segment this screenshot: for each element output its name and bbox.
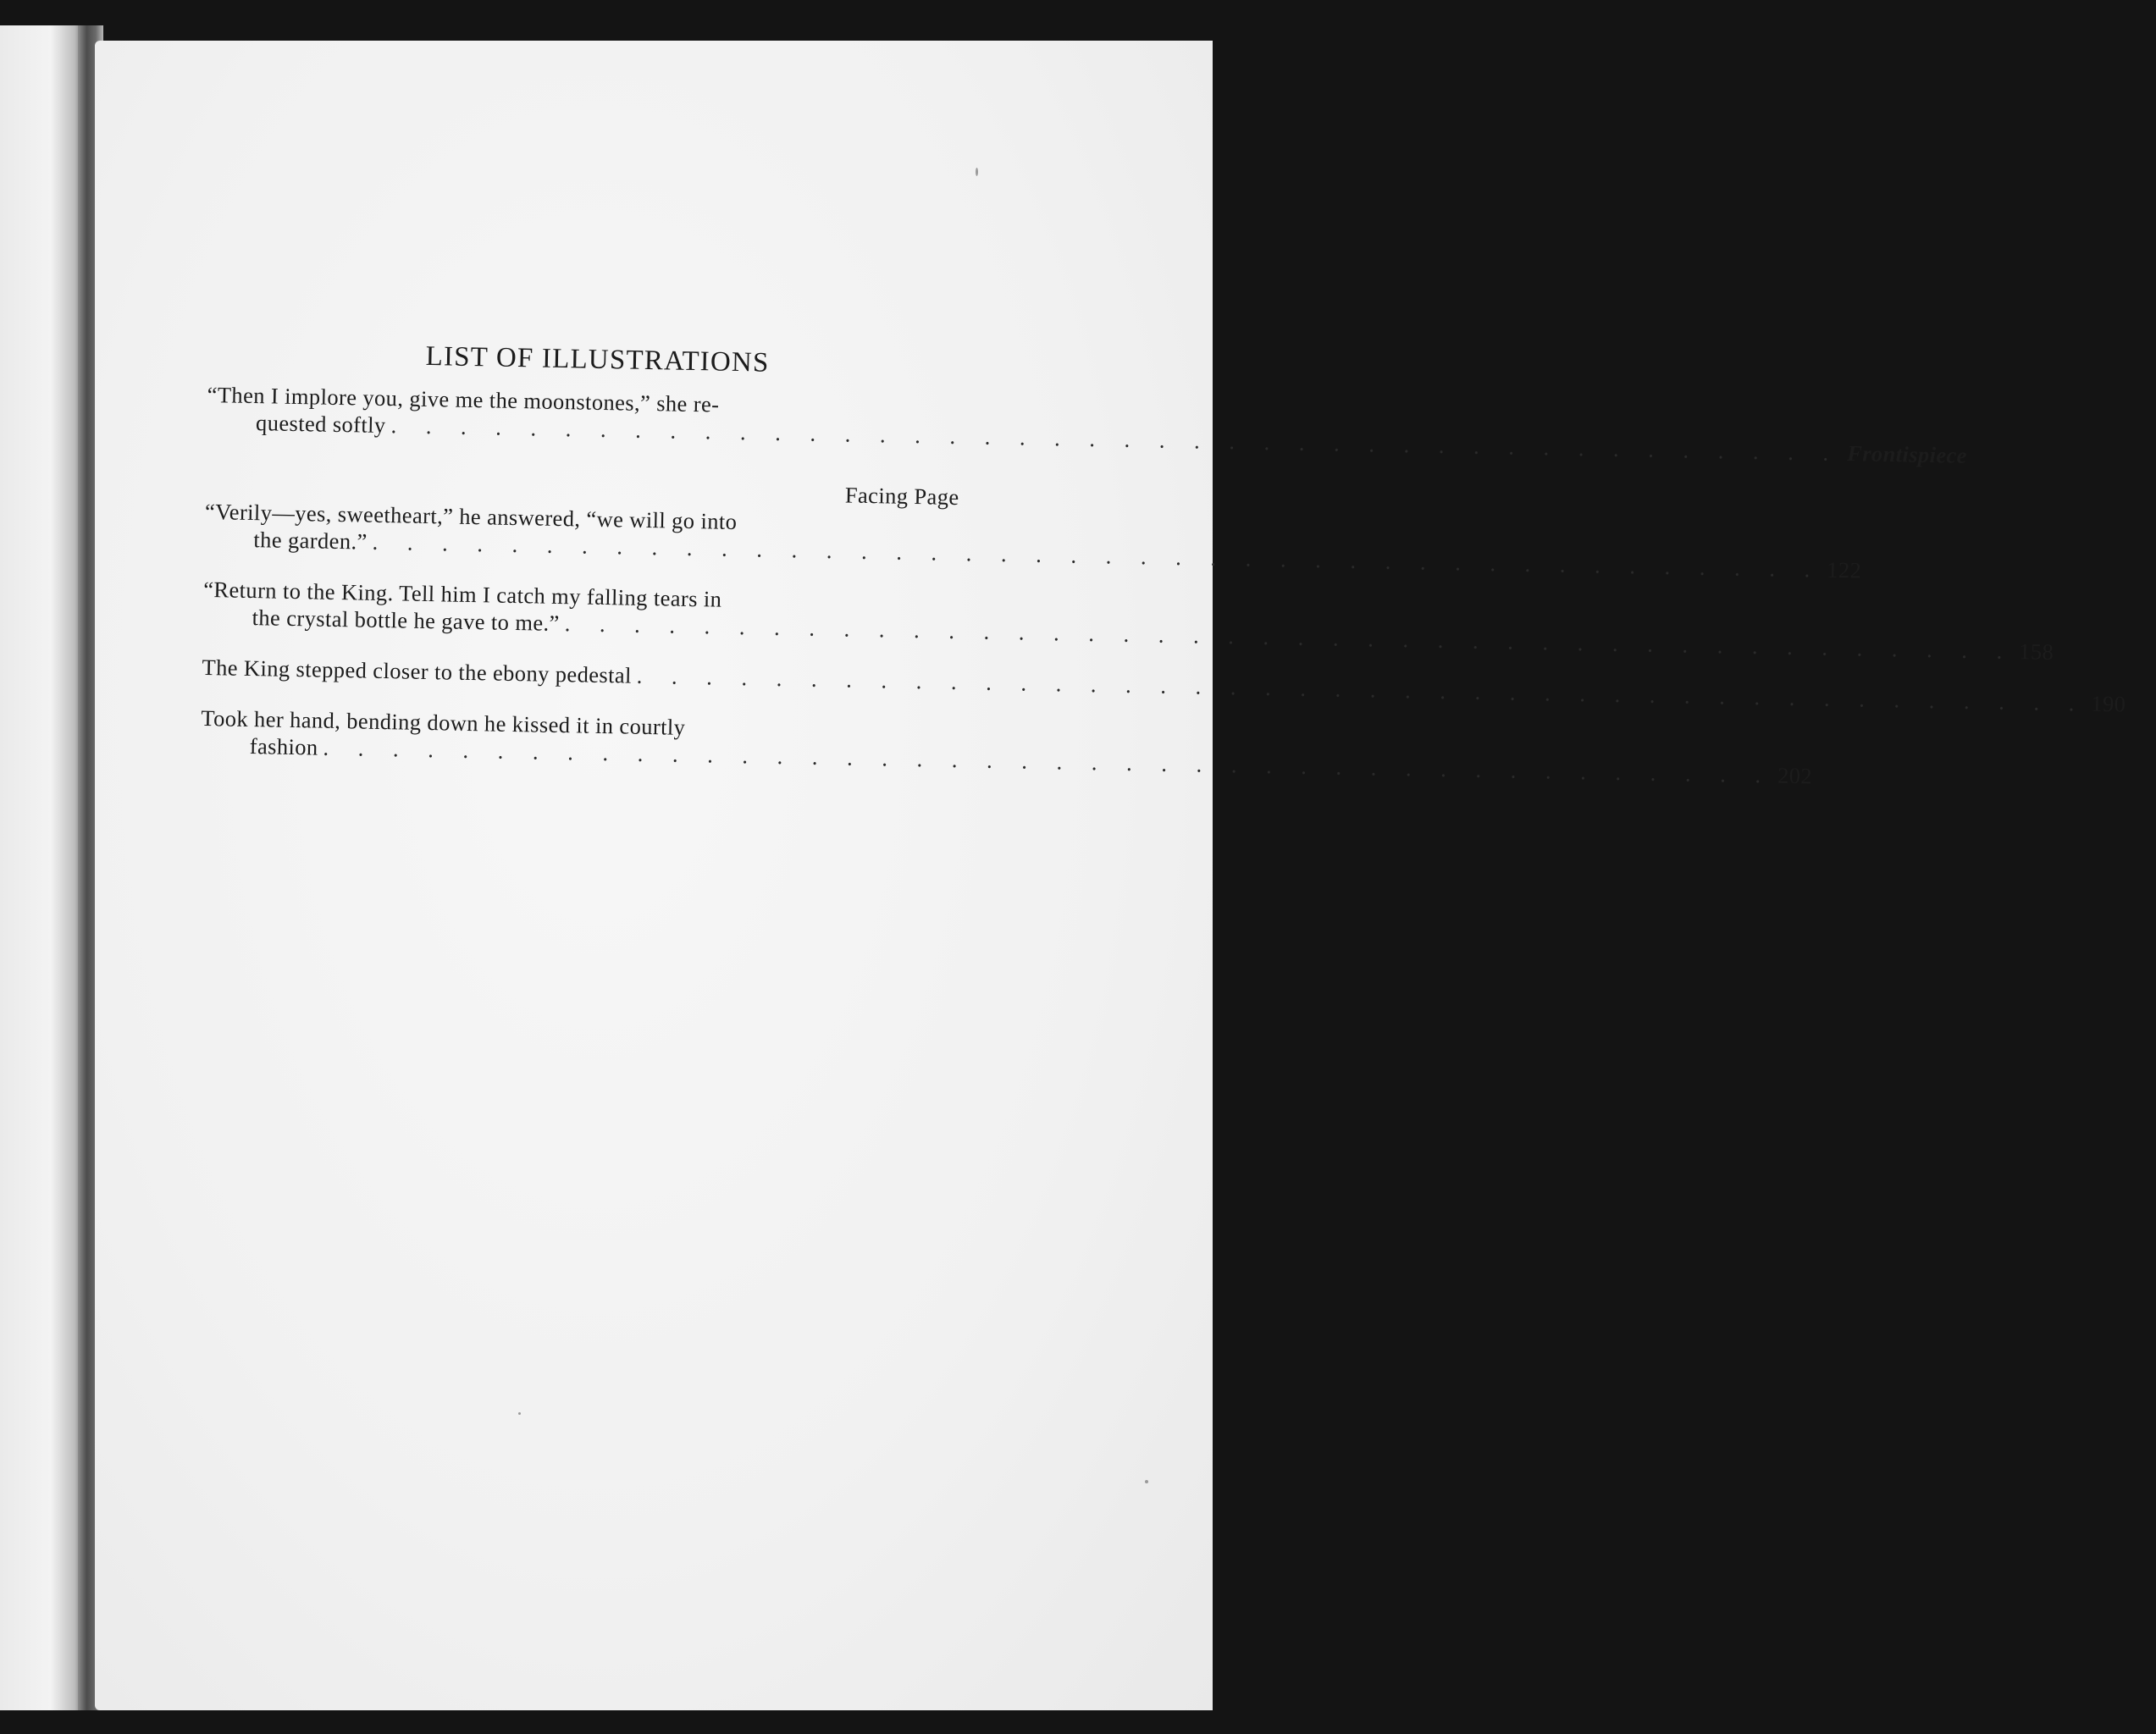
entry-caption-line-1: “Then I implore you, give me the moonstones,” she re- <box>207 381 720 417</box>
list-item <box>202 576 2054 665</box>
paper-speck <box>976 168 978 176</box>
entry-page-ref: Frontispiece <box>1846 440 1968 468</box>
list-item <box>202 654 2126 717</box>
dot-leaders: . . . . . . . . . . . . . . . . . . . . . . . . . . . . . . . . . . . . . . . . . . <box>323 734 1773 788</box>
dot-leaders: . . . . . . . . . . . . . . . . . . . . . . . . . . . . . . . . . . . . . . . . . . <box>372 528 1822 583</box>
book-page <box>95 41 1213 1710</box>
dot-leaders: . . . . . . . . . . . . . . . . . . . . . . . . . . . . . . . . . . . . . . . . . . <box>564 610 2015 665</box>
entry-caption-line-1: “Verily—yes, sweetheart,” he answered, “we will go into <box>204 498 738 535</box>
entry-caption-line-2: quested softly <box>255 410 386 439</box>
illustrations-list <box>200 339 2126 797</box>
dot-leaders: . . . . . . . . . . . . . . . . . . . . . . . . . . . . . . . . . . . . . . . . . . <box>636 662 2087 716</box>
entry-page-ref: 190 <box>2091 690 2126 717</box>
list-item <box>200 704 1813 789</box>
entry-caption-line-1: Took her hand, bending down he kissed it in courtly <box>201 704 686 740</box>
entry-page-ref: 158 <box>2019 638 2054 665</box>
facing-page-edge <box>0 25 85 1710</box>
facing-page-label: Facing Page <box>844 482 959 511</box>
entries-block <box>200 498 2126 789</box>
dot-leaders: . . . . . . . . . . . . . . . . . . . . . . . . . . . . . . . . . . . . . . . . . . <box>390 412 1841 467</box>
entry-caption-line-2: fashion <box>249 733 318 760</box>
frontispiece-entry <box>207 381 1968 468</box>
entry-page-ref: 202 <box>1777 762 1813 789</box>
entry-caption-line-1: The King stepped closer to the ebony pedestal <box>202 654 633 688</box>
entry-page-ref: 122 <box>1827 556 1862 583</box>
entry-caption-line-2: the crystal bottle he gave to me.” <box>252 605 561 637</box>
entry-caption-line-2: the garden.” <box>253 527 368 555</box>
paper-speck <box>1145 1480 1148 1483</box>
entry-caption-line-1: “Return to the King. Tell him I catch my falling tears in <box>203 576 722 612</box>
paper-speck <box>518 1412 521 1415</box>
page-heading: LIST OF ILLUSTRATIONS <box>425 340 770 378</box>
